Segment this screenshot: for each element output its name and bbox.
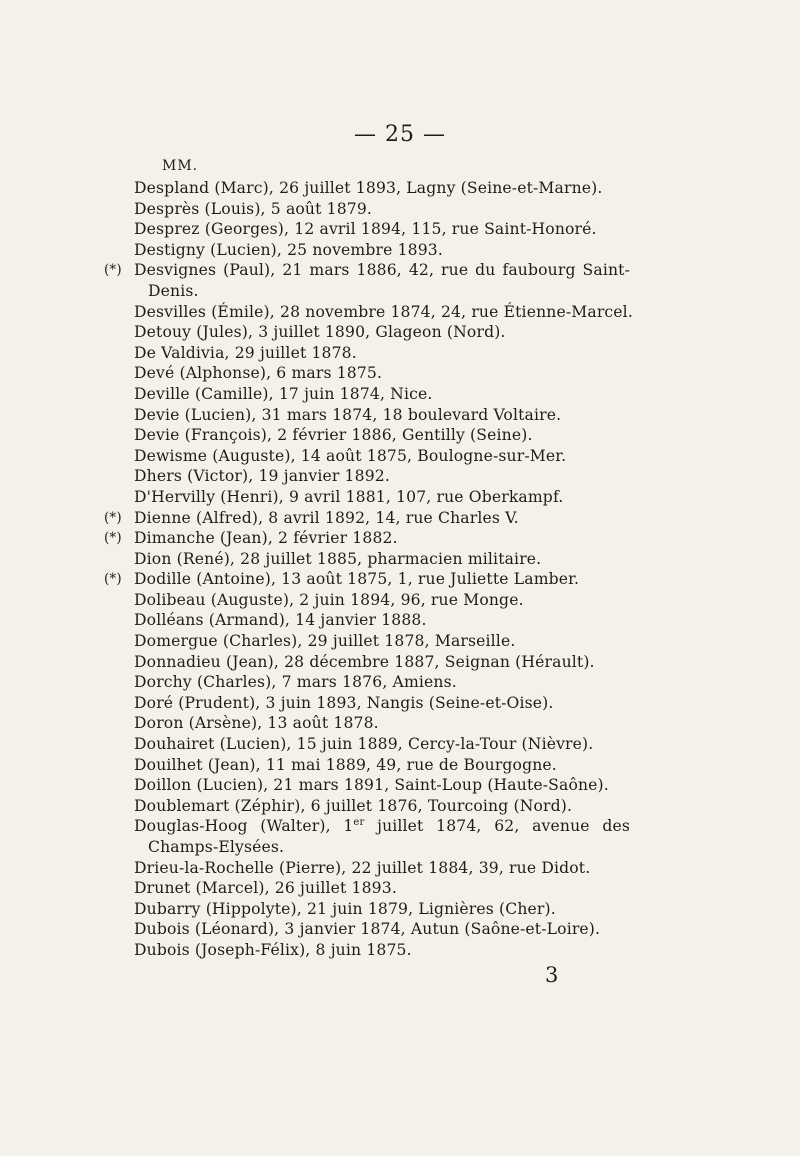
asterisk-marker: (*) — [104, 262, 122, 279]
entry-continuation: Champs-Elysées. — [148, 838, 285, 856]
list-item — [134, 940, 630, 961]
asterisk-marker: (*) — [104, 509, 122, 526]
asterisk-marker: (*) — [104, 571, 122, 588]
list-item — [134, 672, 630, 693]
entry-text: Douglas-Hoog (Walter), 1er juillet 1874, 62, avenue des — [134, 817, 630, 836]
entry-text: Dolléans (Armand), 14 janvier 1888. — [134, 611, 427, 630]
list-item — [134, 384, 630, 405]
list-item — [134, 302, 633, 323]
list-item — [134, 816, 630, 857]
list-item — [134, 240, 630, 261]
entry-text: Doron (Arsène), 13 août 1878. — [134, 714, 379, 733]
entry-text: Destigny (Lucien), 25 novembre 1893. — [134, 240, 443, 259]
asterisk-marker: (*) — [104, 530, 122, 547]
entry-text: Desvignes (Paul), 21 mars 1886, 42, rue du faubourg Saint- — [134, 261, 630, 280]
entry-text: Dhers (Victor), 19 janvier 1892. — [134, 467, 390, 486]
list-item — [134, 899, 630, 920]
entry-text: Donnadieu (Jean), 28 décembre 1887, Seignan (Hérault). — [134, 652, 595, 671]
list-item — [134, 549, 630, 570]
list-item — [134, 425, 630, 446]
list-item — [134, 199, 630, 220]
entry-text: Drunet (Marcel), 26 juillet 1893. — [134, 879, 397, 898]
entry-text: Doillon (Lucien), 21 mars 1891, Saint-Loup (Haute-Saône). — [134, 776, 609, 795]
list-item — [134, 446, 630, 467]
entry-text: Dion (René), 28 juillet 1885, pharmacien militaire. — [134, 549, 542, 568]
entry-text: Dodille (Antoine), 13 août 1875, 1, rue Juliette Lamber. — [134, 570, 580, 589]
entry-text: Domergue (Charles), 29 juillet 1878, Marseille. — [134, 632, 516, 651]
list-item — [134, 631, 630, 652]
list-item — [134, 796, 630, 817]
list-item — [134, 610, 630, 631]
list-item — [134, 590, 630, 611]
entry-text: Desprès (Louis), 5 août 1879. — [134, 199, 373, 218]
list-item — [104, 260, 630, 301]
entry-text: Doublemart (Zéphir), 6 juillet 1876, Tourcoing (Nord). — [134, 796, 573, 815]
entry-continuation: Denis. — [148, 281, 199, 300]
entry-text: Devé (Alphonse), 6 mars 1875. — [134, 364, 383, 383]
list-item — [134, 652, 630, 673]
list-item — [104, 528, 630, 549]
list-item — [134, 858, 630, 879]
entry-text: Dubarry (Hippolyte), 21 juin 1879, Lignières (Cher). — [134, 899, 556, 918]
list-item — [134, 178, 630, 199]
list-item — [134, 693, 630, 714]
entry-text: Dorchy (Charles), 7 mars 1876, Amiens. — [134, 673, 457, 692]
signature-mark: 3 — [545, 963, 559, 987]
list-item — [104, 569, 630, 590]
entry-text: Dubois (Joseph-Félix), 8 juin 1875. — [134, 940, 412, 959]
list-item — [134, 487, 630, 508]
entry-text: Despland (Marc), 26 juillet 1893, Lagny (Seine-et-Marne). — [134, 179, 603, 197]
list-item — [134, 466, 630, 487]
entry-text: Dienne (Alfred), 8 avril 1892, 14, rue Charles V. — [134, 508, 519, 527]
entry-text: Douhairet (Lucien), 15 juin 1889, Cercy-la-Tour (Nièvre). — [134, 735, 594, 754]
list-item — [134, 713, 630, 734]
entry-text: Detouy (Jules), 3 juillet 1890, Glageon (Nord). — [134, 323, 506, 342]
list-item — [134, 775, 630, 796]
entry-text: Douilhet (Jean), 11 mai 1889, 49, rue de Bourgogne. — [134, 755, 557, 774]
entry-text: Dimanche (Jean), 2 février 1882. — [134, 529, 398, 548]
list-item — [134, 878, 630, 899]
name-list — [104, 178, 633, 961]
list-item — [134, 919, 630, 940]
list-header: MM. — [162, 158, 199, 174]
entry-text: Desprez (Georges), 12 avril 1894, 115, rue Saint-Honoré. — [134, 220, 597, 239]
entry-text: Drieu-la-Rochelle (Pierre), 22 juillet 1884, 39, rue Didot. — [134, 858, 591, 877]
list-item — [134, 219, 630, 240]
list-item — [134, 734, 630, 755]
list-item — [134, 343, 630, 364]
entry-text: Dewisme (Auguste), 14 août 1875, Boulogne-sur-Mer. — [134, 446, 567, 465]
list-item — [134, 363, 630, 384]
entry-text: Devie (Lucien), 31 mars 1874, 18 boulevard Voltaire. — [134, 405, 562, 424]
entry-text: Dubois (Léonard), 3 janvier 1874, Autun (Saône-et-Loire). — [134, 920, 601, 939]
entry-text: De Valdivia, 29 juillet 1878. — [134, 343, 357, 362]
page-number: — 25 — — [354, 122, 446, 147]
list-item — [134, 755, 630, 776]
list-item — [134, 322, 630, 343]
entry-text: Deville (Camille), 17 juin 1874, Nice. — [134, 384, 433, 403]
entry-text: D'Hervilly (Henri), 9 avril 1881, 107, rue Oberkampf. — [134, 487, 564, 506]
entry-text: Dolibeau (Auguste), 2 juin 1894, 96, rue Monge. — [134, 590, 524, 609]
list-item — [134, 405, 630, 426]
entry-text: Doré (Prudent), 3 juin 1893, Nangis (Seine-et-Oise). — [134, 693, 554, 712]
list-item — [104, 508, 630, 529]
entry-text: Desvilles (Émile), 28 novembre 1874, 24, rue Étienne-Marcel. — [134, 302, 633, 321]
entry-text: Devie (François), 2 février 1886, Gentilly (Seine). — [134, 426, 533, 445]
